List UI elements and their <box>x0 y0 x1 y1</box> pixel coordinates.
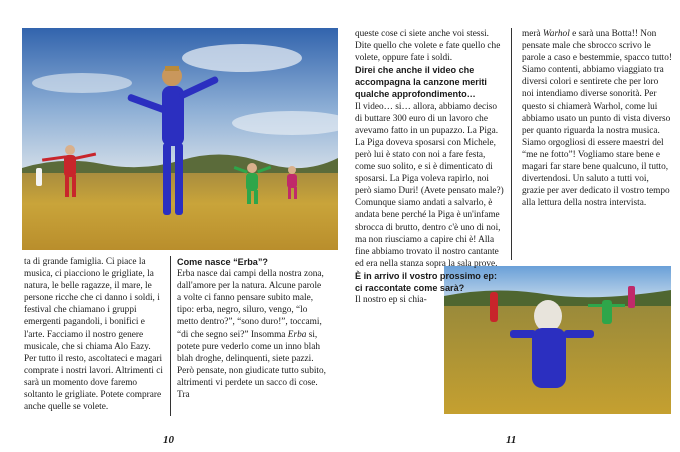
heading-come-nasce-erba: Come nasce “Erba”? <box>177 257 268 267</box>
column-divider <box>170 256 171 416</box>
figure-white-small <box>36 168 42 186</box>
left-column-2 <box>177 256 327 401</box>
paragraph-warhol: merà Warhol e sarà una Botta!! Non pensate male che sbrocco scrivo le parole a caso e bestemmie, spacco tutto! Siamo contenti, abbiamo viaggiato tra diversi colori e sentirete che per loro noi intendiamo diverse sonorità. Per questo si chiamerà Warhol, come lui abbiamo usato un punto di vista diverso per quanto riguarda la nostra musica. Siamo orgogliosi di essere maestri del “me ne fotto”! Vogliamo stare bene e magari far stare bene qualcuno, il tutto, divertendosi. Un saluto a tutti voi, grazie per aver dedicato il vostro tempo alla lettura della nostra intervista. <box>522 29 672 209</box>
paragraph-video: Il video… si… allora, abbiamo deciso di buttare 300 euro di un lavoro che avevamo fatto in un pupazzo. La Piga. La Piga doveva sposarsi con Michele, però lui è stato con noi a fare festa, come suo solito, e si è dimenticato di sposarsi. La Piga voleva rapirlo, noi però siamo Duri! (Avete pensato male?) Comunque siamo andati a salvarlo, è andata bene perché la Piga è un'infame sbrocca di brutto, dentro c'è uno di noi, ma non riusciamo a capire chi è! Alla fine abbiamo trovato il nostro cantante ed era nella stanza sopra la sala prove. <box>355 101 504 269</box>
right-column-1 <box>355 28 504 306</box>
paragraph-ep-start: Il nostro ep si chia- <box>355 295 427 306</box>
paragraph-erba: Erba nasce dai campi della nostra zona, dall'amore per la natura. Alcune parole a volte ci fanno pensare subito male, tipo: erba, negro, siluro, vengo, “lo metto dentro?”, “sono duro!”, toccami, “di che segno sei?” Insomma Erba si, potete pure vederlo come un inno blah blah droghe, delinquenti, siete pazzi. Però pensate, non giudicate tutto subito, altrimenti vi perdete un sacco di cose. Tra <box>177 269 326 401</box>
column-divider-right <box>511 28 512 260</box>
left-column-1 <box>24 256 164 413</box>
figure-magenta-small <box>628 286 635 308</box>
page-number-right: 11 <box>506 434 517 446</box>
paragraph-intro-end: ta di grande famiglia. Ci piace la musica, ci piacciono le grigliate, la natura, le belle ragazze, il mare, le persone ricche che ci danno i soldi, i festival che chiamano i gruppi emergenti pagandoli, i bonifici e l'arte. Facciamo il nostro genere musicale, che si chiama Alo Eazy. Per tutto il resto, ascoltateci e magari comprate i nostri lavori. Altrimenti ci sarà un momento dove faremo soltanto le grigliate. Potete comprare anche quelle se volete. <box>24 257 163 413</box>
right-column-2 <box>522 28 672 209</box>
page-number-left: 10 <box>163 434 174 446</box>
heading-video: Direi che anche il video che accompagna la canzone meriti qualche approfondimento… <box>355 65 487 100</box>
heading-prossimo-ep: È in arrivo il vostro prossimo ep: ci raccontate come sarà? <box>355 270 497 293</box>
paragraph-queste-cose: queste cose ci siete anche voi stessi. Dite quello che volete e fate quello che volete, oppure fate i soldi. <box>355 29 501 64</box>
band-photo-field <box>22 28 338 250</box>
